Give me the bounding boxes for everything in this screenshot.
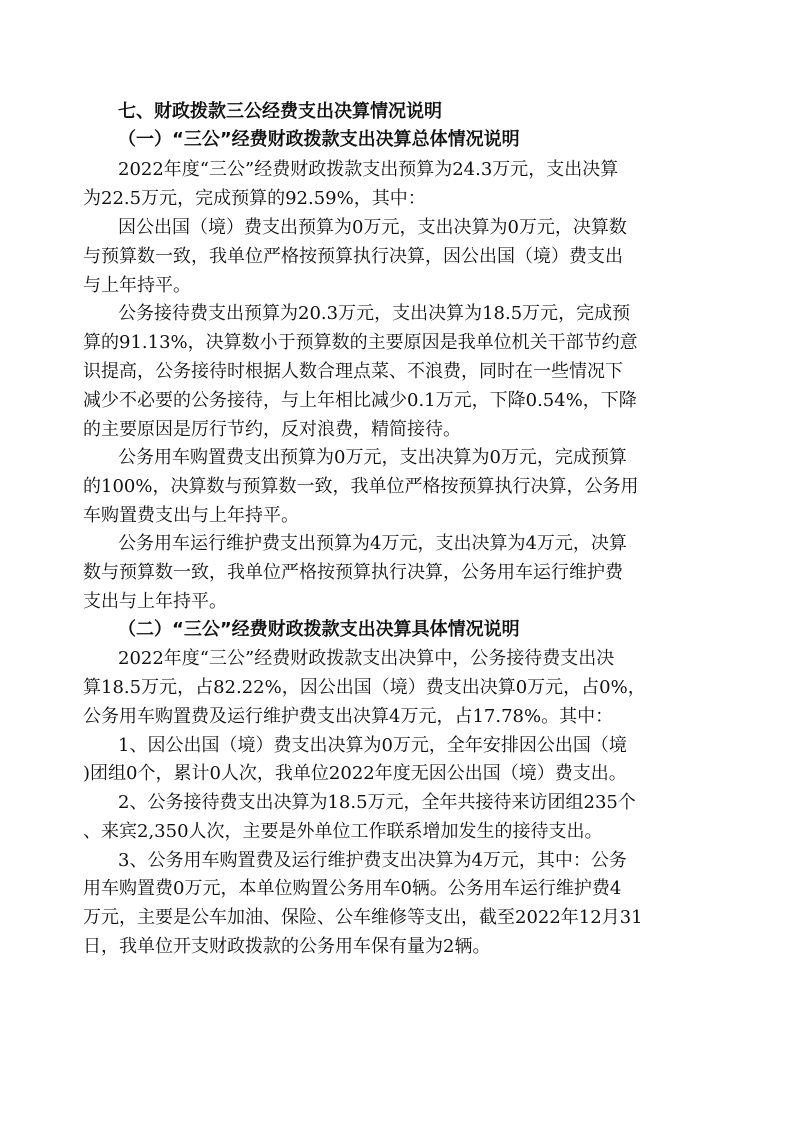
- section2-overview-line: 算18.5万元，占82.22%，因公出国（境）费支出决算0万元，占0%，: [83, 677, 646, 698]
- abroad-paragraph-line: 与上年持平。: [83, 275, 191, 296]
- item3-line: 日，我单位开支财政拨款的公务用车保有量为2辆。: [83, 936, 491, 957]
- reception-paragraph-line: 算的91.13%，决算数小于预算数的主要原因是我单位机关干部节约意: [83, 332, 638, 353]
- vehicle-operation-paragraph-line: 公务用车运行维护费支出预算为4万元，支出决算为4万元，决算: [118, 533, 627, 554]
- reception-paragraph-line: 公务接待费支出预算为20.3万元，支出决算为18.5万元，完成预: [118, 303, 631, 324]
- item1-line: )团组0个，累计0人次，我单位2022年度无因公出国（境）费支出。: [83, 763, 627, 784]
- reception-paragraph-line: 识提高，公务接待时根据人数合理点菜、不浪费，同时在一些情况下: [83, 361, 623, 382]
- item3-line: 用车购置费0万元，本单位购置公务用车0辆。公务用车运行维护费4: [83, 878, 622, 899]
- abroad-paragraph-line: 与预算数一致，我单位严格按预算执行决算，因公出国（境）费支出: [83, 246, 623, 267]
- section2-title: （二）“三公”经费财政拨款支出决算具体情况说明: [118, 619, 520, 640]
- vehicle-purchase-paragraph-line: 公务用车购置费支出预算为0万元，支出决算为0万元，完成预算: [118, 447, 627, 468]
- section2-overview-line: 2022年度“三公”经费财政拨款支出决算中，公务接待费支出决: [118, 648, 615, 669]
- item3-line: 万元，主要是公车加油、保险、公车维修等支出，截至2022年12月31: [83, 907, 643, 928]
- section1-overview-line: 为22.5万元，完成预算的92.59%，其中：: [83, 188, 426, 209]
- reception-paragraph-line: 减少不必要的公务接待，与上年相比减少0.1万元，下降0.54%，下降: [83, 390, 637, 411]
- section1-title: （一）“三公”经费财政拨款支出决算总体情况说明: [118, 129, 520, 150]
- vehicle-purchase-paragraph-line: 的100%，决算数与预算数一致，我单位严格按预算执行决算，公务用: [83, 476, 639, 497]
- abroad-paragraph-line: 因公出国（境）费支出预算为0万元，支出决算为0万元，决算数: [118, 217, 627, 238]
- vehicle-operation-paragraph-line: 数与预算数一致，我单位严格按预算执行决算，公务用车运行维护费: [83, 562, 623, 583]
- item2-line: 、来宾2,350人次，主要是外单位工作联系增加发生的接待支出。: [83, 821, 603, 842]
- vehicle-purchase-paragraph-line: 车购置费支出与上年持平。: [83, 505, 299, 526]
- vehicle-operation-paragraph-line: 支出与上年持平。: [83, 591, 227, 612]
- item3-line: 3、公务用车购置费及运行维护费支出决算为4万元，其中：公务: [118, 850, 627, 871]
- section1-overview-line: 2022年度“三公”经费财政拨款支出预算为24.3万元，支出决算: [118, 159, 619, 180]
- reception-paragraph-line: 的主要原因是厉行节约，反对浪费，精简接待。: [83, 419, 461, 440]
- section2-overview-line: 公务用车购置费及运行维护费支出决算4万元，占17.78%。其中：: [83, 706, 614, 727]
- item2-line: 2、公务接待费支出决算为18.5万元，全年共接待来访团组235个: [118, 792, 636, 813]
- item1-line: 1、因公出国（境）费支出决算为0万元，全年安排因公出国（境: [118, 735, 627, 756]
- document-heading: 七、财政拨款三公经费支出决算情况说明: [118, 101, 442, 122]
